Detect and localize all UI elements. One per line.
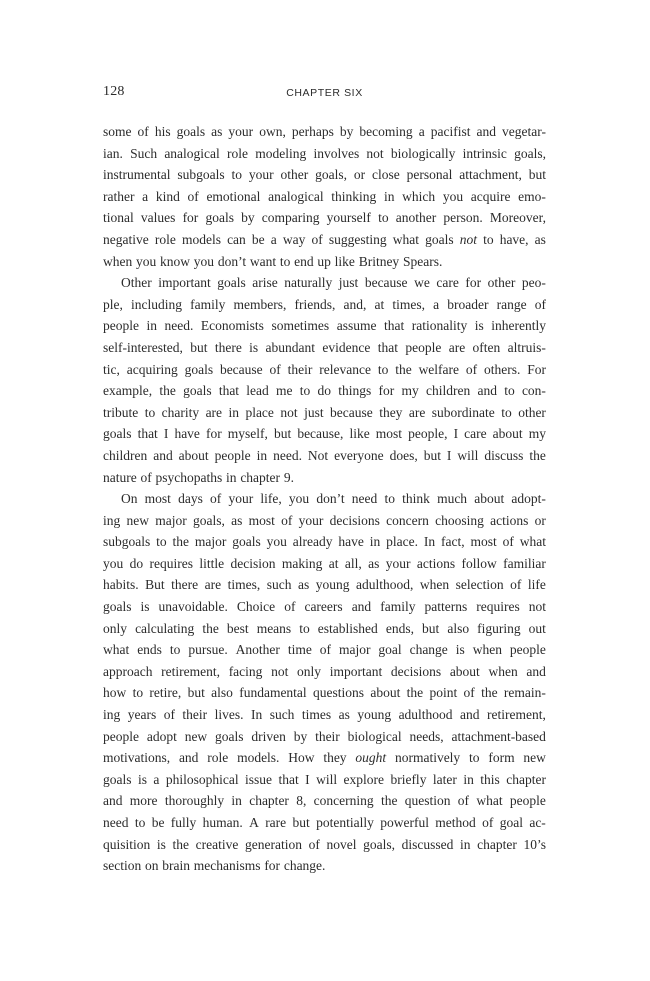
text-line: ple, including family members, friends, and, at times, a broader range of bbox=[103, 296, 546, 312]
page-number: 128 bbox=[103, 84, 125, 99]
text-line: ing new major goals, as most of your decisions concern choosing actions or bbox=[103, 512, 546, 528]
text-line: section on brain mechanisms for change. bbox=[103, 858, 326, 874]
text-line: goals is unavoidable. Choice of careers and family patterns requires not bbox=[103, 599, 546, 615]
text-line: goals that I have for myself, but because, like most people, I care about my bbox=[103, 426, 546, 442]
text-line: nature of psychopaths in chapter 9. bbox=[103, 469, 294, 485]
text-line: people in need. Economists sometimes assume that rationality is inherently bbox=[103, 318, 546, 334]
text-line: when you know you don’t want to end up like Britney Spears. bbox=[103, 253, 443, 269]
text-line: habits. But there are times, such as young adulthood, when selection of life bbox=[103, 577, 546, 593]
text-line: tic, acquiring goals because of their relevance to the welfare of others. For bbox=[103, 361, 546, 377]
text-line: how to retire, but also fundamental questions about the point of the remain- bbox=[103, 685, 546, 701]
body-text bbox=[103, 121, 546, 877]
text-line: On most days of your life, you don’t need to think much about adopt- bbox=[121, 491, 546, 507]
text-line: only calculating the best means to established ends, but also figuring out bbox=[103, 620, 546, 636]
text-line: what ends to pursue. Another time of major goal change is when people bbox=[103, 642, 546, 658]
text-line: goals is a philosophical issue that I will explore briefly later in this chapter bbox=[103, 771, 546, 787]
paragraph bbox=[103, 488, 546, 877]
text-line: self-interested, but there is abundant evidence that people are often altruis- bbox=[103, 339, 546, 355]
paragraph bbox=[103, 121, 546, 272]
text-line: example, the goals that lead me to do things for my children and to con- bbox=[103, 383, 546, 399]
paragraph bbox=[103, 272, 546, 488]
text-line: Other important goals arise naturally just because we care for other peo- bbox=[121, 275, 546, 291]
text-line: ian. Such analogical role modeling involves not biologically intrinsic goals, bbox=[103, 145, 546, 161]
text-line: negative role models can be a way of suggesting what goals not to have, as bbox=[103, 231, 546, 247]
text-line: tribute to charity are in place not just because they are subordinate to other bbox=[103, 404, 546, 420]
text-line: some of his goals as your own, perhaps by becoming a pacifist and vegetar- bbox=[103, 124, 546, 139]
text-line: you do requires little decision making at all, as your actions follow familiar bbox=[103, 555, 546, 571]
text-line: and more thoroughly in chapter 8, concerning the question of what people bbox=[103, 793, 546, 809]
text-line: ing years of their lives. In such times as young adulthood and retirement, bbox=[103, 707, 546, 723]
text-line: rather a kind of emotional analogical thinking in which you acquire emo- bbox=[103, 188, 546, 204]
text-line: instrumental subgoals to your other goals, or close personal attachment, but bbox=[103, 167, 546, 183]
text-line: quisition is the creative generation of novel goals, discussed in chapter 10’s bbox=[103, 836, 546, 852]
text-line: people adopt new goals driven by their biological needs, attachment-based bbox=[103, 728, 546, 744]
text-line: need to be fully human. A rare but potentially powerful method of goal ac- bbox=[103, 815, 546, 830]
text-line: approach retirement, facing not only important decisions about when and bbox=[103, 663, 546, 679]
text-line: subgoals to the major goals you already have in place. In fact, most of what bbox=[103, 534, 546, 550]
running-head: CHAPTER SIX bbox=[286, 87, 363, 99]
text-line: children and about people in need. Not everyone does, but I will discuss the bbox=[103, 447, 546, 463]
text-line: motivations, and role models. How they ought normatively to form new bbox=[103, 750, 546, 766]
page-header bbox=[103, 84, 546, 104]
text-line: tional values for goals by comparing yourself to another person. Moreover, bbox=[103, 210, 546, 226]
